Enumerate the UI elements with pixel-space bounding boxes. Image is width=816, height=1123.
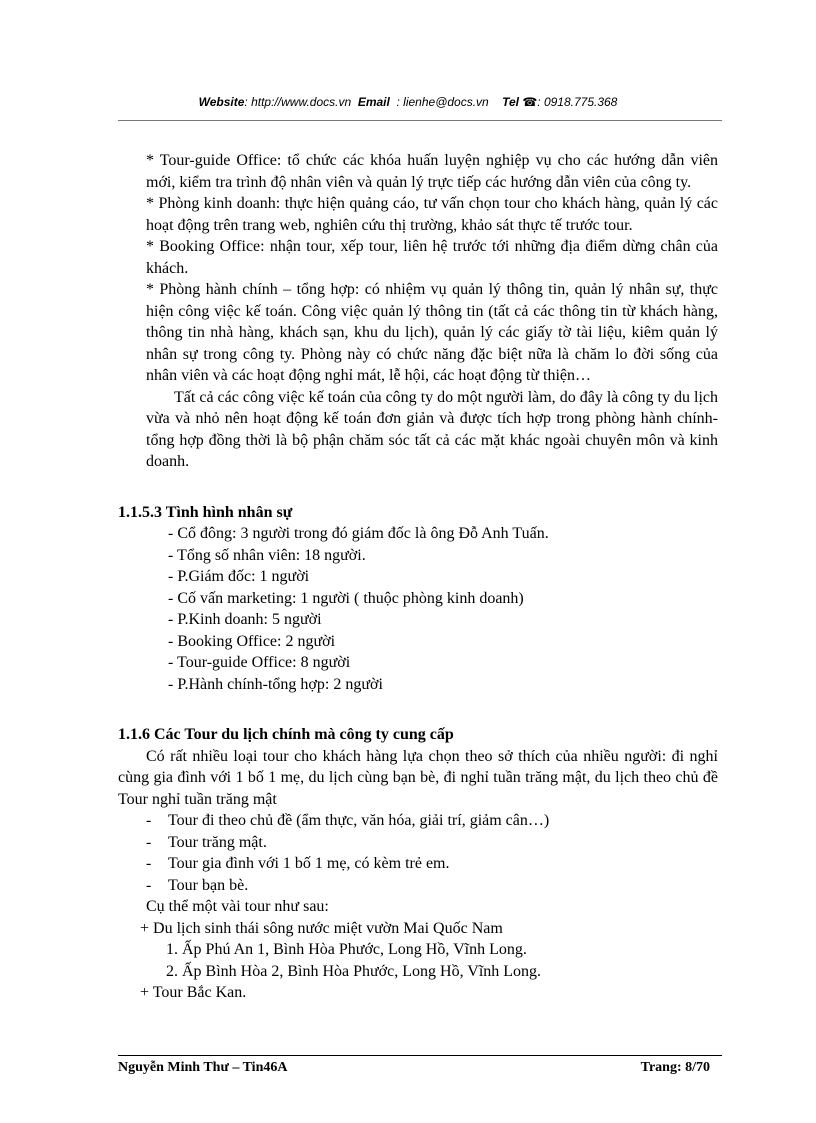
- tour-entry: + Tour Bắc Kan.: [140, 984, 247, 1001]
- dash-bullet: -: [146, 812, 152, 829]
- telephone-icon: ☎: [522, 95, 538, 109]
- tour-type-text: Tour trăng mật.: [168, 833, 267, 851]
- paragraph-hanh-chinh: * Phòng hành chính – tổng hợp: có nhiệm vụ quản lý thông tin, quản lý nhân sự, thực hiện công việc kế toán. Công việc quản lý thông tin (tất cả các thông tin từ khách hàng, thông tin nhà hàng, khách sạn, khu du lịch), quản lý các giấy tờ tài liệu, kiêm quản lý nhân sự trong công ty. Phòng này có chức năng đặc biệt nữa là chăm lo đời sống của nhân viên và các hoạt động nghỉ mát, lễ hội, các hoạt động từ thiện…: [146, 281, 718, 384]
- paragraph-tour-guide: * Tour-guide Office: tổ chức các khóa huấn luyện nghiệp vụ cho các hướng dẫn viên mới, kiểm tra trình độ nhân viên và quản lý trực tiếp các hướng dẫn viên của công ty.: [146, 152, 718, 191]
- header-divider: [118, 120, 722, 121]
- email-value: : lienhe@docs.vn: [396, 95, 489, 109]
- tel-value: : 0918.775.368: [537, 95, 618, 109]
- tour-entry: + Du lịch sinh thái sông nước miệt vườn Mai Quốc Nam: [140, 919, 503, 937]
- footer-author: Nguyễn Minh Thư – Tin46A: [118, 1060, 288, 1075]
- tour-type-text: Tour bạn bè.: [168, 876, 249, 894]
- staff-item: - Cố vấn marketing: 1 người ( thuộc phòng kinh doanh): [168, 589, 524, 607]
- section-heading-staff: 1.1.5.3 Tình hình nhân sự: [118, 503, 293, 521]
- paragraph-booking: * Booking Office: nhận tour, xếp tour, liên hệ trước tới những địa điểm dừng chân của khách.: [146, 238, 718, 277]
- staff-item: - Tour-guide Office: 8 người: [168, 654, 351, 671]
- tour-type-text: Tour gia đình với 1 bố 1 mẹ, có kèm trẻ em.: [168, 855, 450, 872]
- footer-divider: [118, 1055, 722, 1056]
- dash-bullet: -: [146, 876, 152, 894]
- tour-address: 1. Ấp Phú An 1, Bình Hòa Phước, Long Hồ, Vĩnh Long.: [166, 941, 527, 958]
- tour-address: 2. Ấp Bình Hòa 2, Bình Hòa Phước, Long Hồ, Vĩnh Long.: [166, 962, 542, 980]
- tour-type-item: [118, 853, 718, 875]
- page-header: [0, 95, 816, 109]
- page-number: Trang: 8/70: [640, 1060, 710, 1075]
- tour-type-item: [118, 832, 718, 854]
- website-value: : http://www.docs.vn: [244, 95, 352, 109]
- tour-type-item: [118, 810, 718, 832]
- staff-item: - Tổng số nhân viên: 18 người.: [168, 546, 366, 564]
- paragraph-ke-toan: Tất cả các công việc kế toán của công ty do một người làm, do đây là công ty du lịch vừa và nhỏ nên hoạt động kế toán đơn giản và được tích hợp trong phòng hành chính-tổng hợp đồng thời là bộ phận chăm sóc tất cả các mặt khác ngoài chuyên môn và kinh doanh.: [146, 388, 718, 470]
- tours-specific-intro: Cụ thể một vài tour như sau:: [146, 898, 329, 915]
- page-footer: [118, 1060, 722, 1076]
- staff-item: - Cổ đông: 3 người trong đó giám đốc là ông Đỗ Anh Tuấn.: [168, 525, 549, 542]
- paragraph-kinh-doanh: * Phòng kinh doanh: thực hiện quảng cáo, tư vấn chọn tour cho khách hàng, quản lý các hoạt động trên trang web, nghiên cứu thị trường, khảo sát thực tế trước tour.: [146, 195, 718, 234]
- tel-label: Tel: [502, 95, 519, 109]
- staff-item: - P.Kinh doanh: 5 người: [168, 611, 322, 628]
- tour-type-text: Tour đi theo chủ đề (ẩm thực, văn hóa, giải trí, giảm cân…): [168, 812, 550, 829]
- section-heading-tours: 1.1.6 Các Tour du lịch chính mà công ty cung cấp: [118, 726, 454, 743]
- staff-item: - P.Hành chính-tổng hợp: 2 người: [168, 675, 383, 693]
- page-content: [118, 150, 718, 1004]
- staff-item: - P.Giám đốc: 1 người: [168, 568, 310, 585]
- dash-bullet: -: [146, 855, 152, 872]
- staff-item: - Booking Office: 2 người: [168, 632, 336, 650]
- website-label: Website: [198, 95, 245, 109]
- tours-intro: Có rất nhiều loại tour cho khách hàng lựa chọn theo sở thích của nhiều người: đi nghỉ cùng gia đình với 1 bố 1 mẹ, du lịch cùng bạn bè, đi nghỉ tuần trăng mật, du lịch theo chủ đề Tour nghỉ tuần trăng mật: [118, 747, 718, 808]
- tour-type-item: [118, 875, 718, 897]
- dash-bullet: -: [146, 833, 152, 851]
- email-label: Email: [357, 95, 390, 109]
